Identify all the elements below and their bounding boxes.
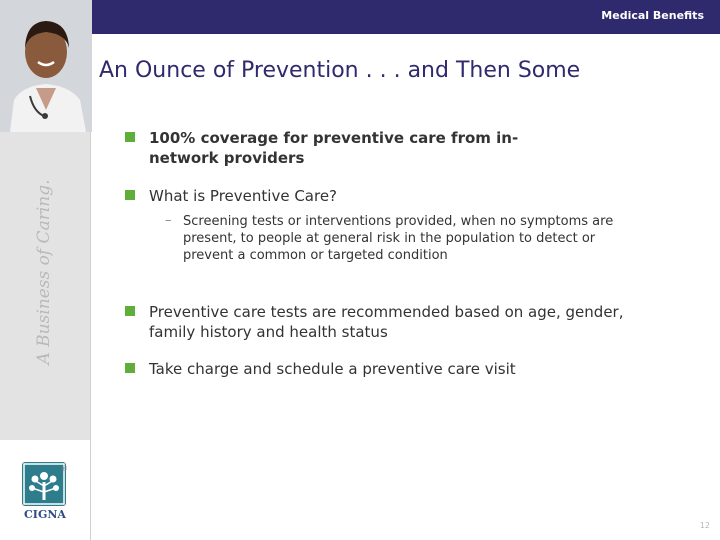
bullet-item <box>125 186 685 206</box>
bullet-text: Take charge and schedule a preventive care visit <box>149 360 516 378</box>
bullet-text: Preventive care tests are recommended based on age, gender, family history and health status <box>149 303 624 341</box>
sub-bullet-item <box>165 213 645 264</box>
dash-icon: – <box>165 213 172 228</box>
sidebar-divider <box>90 132 91 540</box>
registered-mark: ® <box>61 465 68 473</box>
page-number: 12 <box>699 521 710 530</box>
bullet-item <box>125 302 685 342</box>
bullet-square-icon <box>125 190 135 200</box>
cigna-tree-logo-icon <box>22 462 66 506</box>
bullet-text: What is Preventive Care? <box>149 187 338 205</box>
bullet-square-icon <box>125 363 135 373</box>
doctor-photo <box>0 0 92 132</box>
header-bar <box>92 0 720 34</box>
tagline-text: A Business of Caring. <box>34 179 54 365</box>
bullet-square-icon <box>125 306 135 316</box>
cigna-wordmark: CIGNA <box>24 508 66 521</box>
sub-bullet-text: Screening tests or interventions provided, when no symptoms are present, to people at general risk in the population to detect or prevent a common or targeted condition <box>183 214 614 263</box>
header-label: Medical Benefits <box>601 9 704 22</box>
bullet-item <box>125 359 685 379</box>
slide-title: An Ounce of Prevention . . . and Then Some <box>99 58 581 83</box>
bullet-square-icon <box>125 132 135 142</box>
bullet-text: 100% coverage for preventive care from in-network providers <box>149 129 519 167</box>
bullet-item <box>125 128 685 168</box>
